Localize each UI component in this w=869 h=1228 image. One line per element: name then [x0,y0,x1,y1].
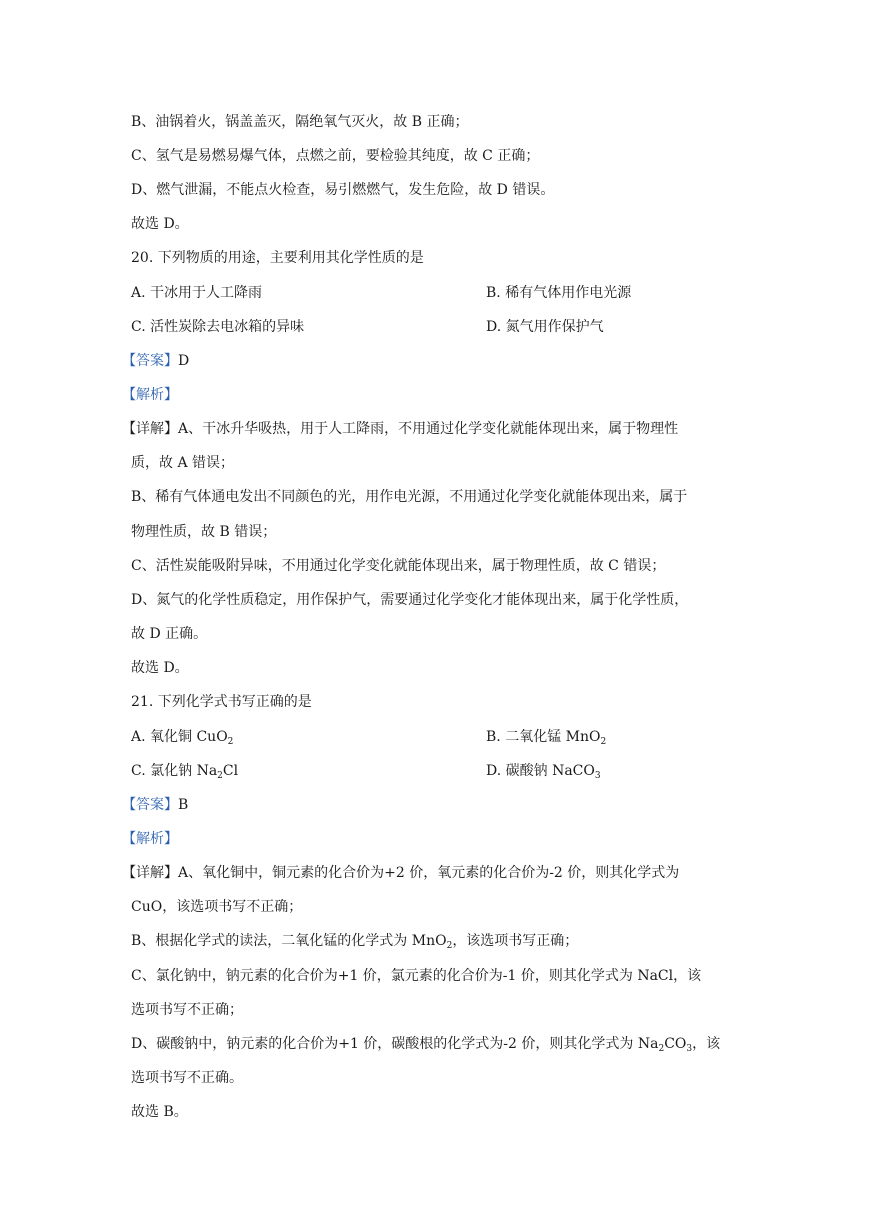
answer-tag: 【答案】 [122,797,178,813]
q21-stem: 21. 下列化学式书写正确的是 [131,694,312,710]
subscript: 2 [600,737,607,747]
q21-detail-a-2: CuO，该选项书写不正确； [131,899,303,915]
q21-detail-d-1 [131,1034,720,1054]
q20-analysis-tag: 【解析】 [122,387,178,403]
q19-explanation-b: B、油锅着火，锅盖盖灭，隔绝氧气灭火，故 B 正确； [131,114,469,130]
q20-detail-b-1: B、稀有气体通电发出不同颜色的光，用作电光源，不用通过化学变化就能体现出来，属于 [131,489,688,505]
q20-option-c: C. 活性炭除去电冰箱的异味 [131,319,305,335]
answer-value: D [178,353,190,369]
q20-detail-c: C、活性炭能吸附异味，不用通过化学变化就能体现出来，属于物理性质，故 C 错误； [131,558,666,574]
q20-detail-d-1: D、氮气的化学性质稳定，用作保护气，需要通过化学变化才能体现出来，属于化学性质， [131,592,689,608]
detail-text: D、碳酸钠中，钠元素的化合价为+1 价，碳酸根的化学式为-2 价，则其化学式为 Na [131,1036,659,1052]
option-text: C. 氯化钠 Na [131,763,218,779]
q21-answer [122,795,188,815]
q20-conclusion: 故选 D。 [131,660,189,676]
q20-answer [122,351,189,371]
q20-option-b: B. 稀有气体用作电光源 [486,285,632,301]
q21-option-a [131,727,233,747]
subscript: 2 [227,737,234,747]
q21-detail-b [131,931,578,951]
option-text-tail: Cl [222,763,239,779]
q21-conclusion: 故选 B。 [131,1104,188,1120]
answer-tag: 【答案】 [122,353,178,369]
q19-conclusion: 故选 D。 [131,216,189,232]
q21-option-c [131,761,238,781]
q21-detail-c-1: C、氯化钠中，钠元素的化合价为+1 价，氯元素的化合价为-1 价，则其化学式为 NaCl，该 [131,968,702,984]
q21-detail-d-2: 选项书写不正确。 [131,1070,243,1086]
subscript: 3 [594,771,601,781]
q19-explanation-c: C、氢气是易燃易爆气体，点燃之前，要检验其纯度，故 C 正确； [131,148,540,164]
detail-text-mid: CO [664,1036,687,1052]
option-text: B. 二氧化锰 MnO [486,729,601,745]
detail-text-tail: ，该选项书写正确； [452,933,579,949]
subscript: 2 [217,771,223,781]
detail-text: B、根据化学式的读法，二氧化锰的化学式为 MnO [131,933,447,949]
subscript: 2 [658,1044,665,1054]
q21-option-b [486,727,606,747]
answer-value: B [178,797,189,813]
detail-text: A、干冰升华吸热，用于人工降雨，不用通过化学变化就能体现出来，属于物理性 [178,421,679,437]
q20-option-a: A. 干冰用于人工降雨 [131,285,263,301]
option-text: D. 碳酸钠 NaCO [486,763,595,779]
q21-analysis-tag: 【解析】 [122,831,178,847]
detail-tag: 【详解】 [122,865,178,881]
q20-stem: 20. 下列物质的用途，主要利用其化学性质的是 [131,250,424,266]
q20-detail-d-2: 故 D 正确。 [131,626,208,642]
subscript: 2 [446,941,453,951]
q21-detail-a-1 [122,863,679,883]
detail-text: A、氧化铜中，铜元素的化合价为+2 价，氧元素的化合价为-2 价，则其化学式为 [178,865,680,881]
q20-option-d: D. 氮气用作保护气 [486,319,604,335]
q19-explanation-d: D、燃气泄漏，不能点火检查，易引燃燃气，发生危险，故 D 错误。 [131,182,555,198]
option-text: A. 氧化铜 CuO [131,729,228,745]
detail-tag: 【详解】 [122,421,178,437]
q20-detail-b-2: 物理性质，故 B 错误； [131,524,277,540]
q21-detail-c-2: 选项书写不正确； [131,1002,243,1018]
detail-text-tail: ，该 [692,1036,721,1052]
subscript: 3 [686,1044,693,1054]
q20-detail-a-2: 质，故 A 错误； [131,455,235,471]
q21-option-d [486,761,601,781]
q20-detail-a-1 [122,419,678,439]
